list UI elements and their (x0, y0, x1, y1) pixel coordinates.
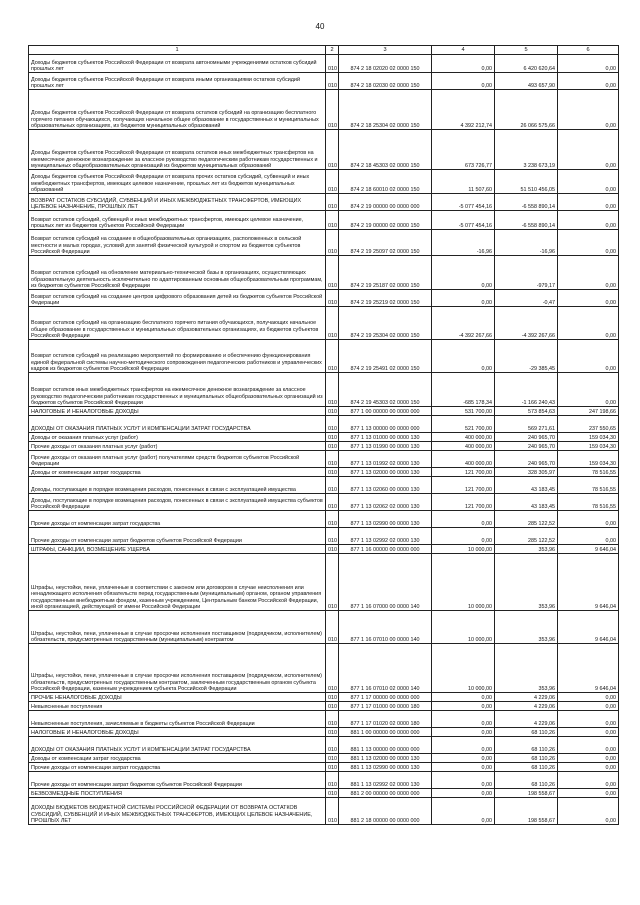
row-name-cell: Возврат остатков субсидий на организацию бесплатного горячего питания обучающихся, получающих начальное общее образование в государственных и муниципальных образовательных организациях, из бюджетов субъектов Российской Федерации (29, 307, 326, 340)
table-row (29, 494, 619, 511)
row-unexecuted-cell: 0,00 (558, 307, 619, 340)
row-approved-cell: 0,00 (432, 763, 495, 772)
row-unexecuted-cell: 0,00 (558, 511, 619, 528)
row-code-cell: 010 (326, 194, 339, 211)
header-cell-3: 3 (339, 46, 432, 55)
row-approved-cell: -16,96 (432, 230, 495, 256)
row-executed-cell: 240 965,70 (495, 433, 558, 442)
row-unexecuted-cell: 0,00 (558, 230, 619, 256)
table-header-row (29, 46, 619, 55)
row-kbk-cell: 877 1 00 00000 00 0000 000 (339, 407, 432, 416)
row-executed-cell: 68 110,26 (495, 728, 558, 737)
row-executed-cell: -6 558 890,14 (495, 194, 558, 211)
row-name-cell: Возврат остатков субсидий на создание в общеобразовательных организациях, расположенных в сельской местности и малых городах, условий для занятий физической культурой и спортом из бюджетов субъектов Российской Федерации (29, 230, 326, 256)
table-row (29, 789, 619, 798)
row-code-cell: 010 (326, 737, 339, 754)
row-unexecuted-cell: 0,00 (558, 702, 619, 711)
row-executed-cell: -1 166 240,43 (495, 373, 558, 407)
row-kbk-cell: 877 1 13 00000 00 0000 000 (339, 416, 432, 433)
row-unexecuted-cell: 0,00 (558, 55, 619, 73)
table-row (29, 554, 619, 611)
row-approved-cell: 0,00 (432, 55, 495, 73)
row-kbk-cell: 874 2 18 02030 02 0000 150 (339, 73, 432, 90)
table-row (29, 754, 619, 763)
table-row (29, 407, 619, 416)
row-code-cell: 010 (326, 789, 339, 798)
row-executed-cell: 353,96 (495, 554, 558, 611)
table-row (29, 373, 619, 407)
row-name-cell: Доходы бюджетов субъектов Российской Федерации от возврата иными организациями остатков субсидий прошлых лет (29, 73, 326, 90)
row-name-cell: Возврат остатков субсидий на обновление материально-технической базы в организациях, осуществляющих образовательную деятельность исключительно по адаптированным основным общеобразовательным программам, из бюджетов субъектов Российской Федерации (29, 256, 326, 290)
row-kbk-cell: 877 1 17 00000 00 0000 000 (339, 693, 432, 702)
row-executed-cell: 43 183,45 (495, 477, 558, 494)
row-name-cell: ДОХОДЫ ОТ ОКАЗАНИЯ ПЛАТНЫХ УСЛУГ И КОМПЕНСАЦИИ ЗАТРАТ ГОСУДАРСТВА (29, 416, 326, 433)
row-executed-cell: 68 110,26 (495, 737, 558, 754)
row-approved-cell: 0,00 (432, 702, 495, 711)
row-approved-cell: 0,00 (432, 798, 495, 825)
row-executed-cell: -4 392 267,66 (495, 307, 558, 340)
table-row (29, 711, 619, 728)
row-code-cell: 010 (326, 798, 339, 825)
row-kbk-cell: 877 1 17 01000 00 0000 180 (339, 702, 432, 711)
row-kbk-cell: 874 2 18 60010 02 0000 150 (339, 170, 432, 194)
table-row (29, 468, 619, 477)
row-name-cell: Возврат остатков субсидий на создание центров цифрового образования детей из бюджетов субъектов Российской Федерации (29, 290, 326, 307)
page-number: 40 (315, 22, 325, 31)
row-unexecuted-cell: 9 646,04 (558, 611, 619, 644)
row-name-cell: Невыясненные поступления (29, 702, 326, 711)
row-kbk-cell: 874 2 18 02020 02 0000 150 (339, 55, 432, 73)
row-kbk-cell: 874 2 19 45303 02 0000 150 (339, 373, 432, 407)
row-unexecuted-cell: 78 516,55 (558, 468, 619, 477)
row-code-cell: 010 (326, 211, 339, 230)
row-code-cell: 010 (326, 763, 339, 772)
table-row (29, 511, 619, 528)
row-approved-cell: 0,00 (432, 789, 495, 798)
row-unexecuted-cell: 9 646,04 (558, 545, 619, 554)
row-approved-cell: 0,00 (432, 340, 495, 373)
table-row (29, 307, 619, 340)
table-row (29, 433, 619, 442)
row-unexecuted-cell: 0,00 (558, 754, 619, 763)
row-unexecuted-cell: 0,00 (558, 211, 619, 230)
row-kbk-cell: 874 2 19 00000 00 0000 000 (339, 194, 432, 211)
table-row (29, 702, 619, 711)
row-executed-cell: 493 657,90 (495, 73, 558, 90)
table-row (29, 772, 619, 789)
table-row (29, 73, 619, 90)
row-code-cell: 010 (326, 433, 339, 442)
table-row (29, 737, 619, 754)
row-name-cell: Прочие доходы от оказания платных услуг (работ) получателями средств бюджетов субъектов Российской Федерации (29, 451, 326, 468)
row-approved-cell: -5 077 454,16 (432, 211, 495, 230)
table-row (29, 763, 619, 772)
row-executed-cell: 4 229,06 (495, 693, 558, 702)
row-code-cell: 010 (326, 90, 339, 130)
row-approved-cell: 0,00 (432, 754, 495, 763)
row-executed-cell: 353,96 (495, 545, 558, 554)
row-code-cell: 010 (326, 230, 339, 256)
row-kbk-cell: 874 2 19 25187 02 0000 150 (339, 256, 432, 290)
row-unexecuted-cell: 0,00 (558, 290, 619, 307)
row-executed-cell: -16,96 (495, 230, 558, 256)
row-approved-cell: 0,00 (432, 256, 495, 290)
row-approved-cell: 0,00 (432, 728, 495, 737)
row-unexecuted-cell: 0,00 (558, 373, 619, 407)
row-executed-cell: 285 122,52 (495, 511, 558, 528)
row-kbk-cell: 881 1 13 02992 02 0000 130 (339, 772, 432, 789)
row-executed-cell: 353,96 (495, 644, 558, 693)
row-code-cell: 010 (326, 256, 339, 290)
table-row (29, 230, 619, 256)
row-code-cell: 010 (326, 611, 339, 644)
row-unexecuted-cell: 159 034,30 (558, 451, 619, 468)
row-approved-cell: 10 000,00 (432, 545, 495, 554)
row-approved-cell: 121 700,00 (432, 477, 495, 494)
row-kbk-cell: 881 2 00 00000 00 0000 000 (339, 789, 432, 798)
header-cell-5: 5 (495, 46, 558, 55)
row-name-cell: Прочие доходы от компенсации затрат государства (29, 763, 326, 772)
row-kbk-cell: 874 2 18 45303 02 0000 150 (339, 130, 432, 170)
row-approved-cell: 10 000,00 (432, 644, 495, 693)
row-executed-cell: 198 558,67 (495, 789, 558, 798)
row-name-cell: Доходы бюджетов субъектов Российской Федерации от возврата прочих остатков субсидий, субвенций и иных межбюджетных трансфертов, имеющих целевое назначение, прошлых лет из бюджетов муниципальных образований (29, 170, 326, 194)
row-code-cell: 010 (326, 754, 339, 763)
row-code-cell: 010 (326, 468, 339, 477)
row-executed-cell: 43 183,45 (495, 494, 558, 511)
row-name-cell: Прочие доходы от компенсации затрат бюджетов субъектов Российской Федерации (29, 772, 326, 789)
row-unexecuted-cell: 0,00 (558, 711, 619, 728)
table-row (29, 728, 619, 737)
row-name-cell: Возврат остатков субсидий, субвенций и иных межбюджетных трансфертов, имеющих целевое назначение, прошлых лет из бюджетов субъектов Российской Федерации (29, 211, 326, 230)
row-name-cell: Возврат остатков субсидий на реализацию мероприятий по формированию и обеспечению функционирования единой федеральной системы научно-методического сопровождения педагогических работников и управленческих кадров из бюджетов субъектов Российской Федерации (29, 340, 326, 373)
row-code-cell: 010 (326, 307, 339, 340)
table-row (29, 256, 619, 290)
row-executed-cell: 573 854,63 (495, 407, 558, 416)
row-kbk-cell: 877 1 16 07000 00 0000 140 (339, 554, 432, 611)
row-kbk-cell: 877 1 17 01020 02 0000 180 (339, 711, 432, 728)
row-unexecuted-cell: 0,00 (558, 90, 619, 130)
row-code-cell: 010 (326, 373, 339, 407)
row-code-cell: 010 (326, 416, 339, 433)
row-kbk-cell: 874 2 19 25491 02 0000 150 (339, 340, 432, 373)
row-kbk-cell: 874 2 19 25219 02 0000 150 (339, 290, 432, 307)
row-name-cell: Доходы бюджетов субъектов Российской Федерации от возврата автономными учреждениями остатков субсидий прошлых лет (29, 55, 326, 73)
row-executed-cell: 353,96 (495, 611, 558, 644)
row-name-cell: Прочие доходы от компенсации затрат бюджетов субъектов Российской Федерации (29, 528, 326, 545)
row-executed-cell: 68 110,26 (495, 772, 558, 789)
row-code-cell: 010 (326, 340, 339, 373)
row-code-cell: 010 (326, 55, 339, 73)
row-name-cell: Доходы, поступающие в порядке возмещения расходов, понесенных в связи с эксплуатацией имущества субъектов Российской Федерации (29, 494, 326, 511)
row-executed-cell: 3 238 673,19 (495, 130, 558, 170)
row-name-cell: ШТРАФЫ, САНКЦИИ, ВОЗМЕЩЕНИЕ УЩЕРБА (29, 545, 326, 554)
row-unexecuted-cell: 0,00 (558, 737, 619, 754)
row-name-cell: БЕЗВОЗМЕЗДНЫЕ ПОСТУПЛЕНИЯ (29, 789, 326, 798)
row-kbk-cell: 877 1 16 07010 00 0000 140 (339, 611, 432, 644)
row-unexecuted-cell: 159 034,30 (558, 433, 619, 442)
table-row (29, 211, 619, 230)
row-unexecuted-cell: 0,00 (558, 728, 619, 737)
row-executed-cell: 68 110,26 (495, 754, 558, 763)
row-unexecuted-cell: 237 550,65 (558, 416, 619, 433)
row-approved-cell: 121 700,00 (432, 494, 495, 511)
row-approved-cell: -4 392 267,66 (432, 307, 495, 340)
row-kbk-cell: 874 2 18 25304 02 0000 150 (339, 90, 432, 130)
row-name-cell: НАЛОГОВЫЕ И НЕНАЛОГОВЫЕ ДОХОДЫ (29, 728, 326, 737)
row-executed-cell: 4 229,06 (495, 711, 558, 728)
row-approved-cell: 121 700,00 (432, 468, 495, 477)
row-executed-cell: 198 558,67 (495, 798, 558, 825)
row-kbk-cell: 881 1 13 02000 00 0000 130 (339, 754, 432, 763)
row-name-cell: ДОХОДЫ ОТ ОКАЗАНИЯ ПЛАТНЫХ УСЛУГ И КОМПЕНСАЦИИ ЗАТРАТ ГОСУДАРСТВА (29, 737, 326, 754)
header-cell-6: 6 (558, 46, 619, 55)
row-approved-cell: 0,00 (432, 290, 495, 307)
row-unexecuted-cell: 78 516,55 (558, 477, 619, 494)
table-row (29, 442, 619, 451)
row-kbk-cell: 881 1 13 02990 00 0000 130 (339, 763, 432, 772)
header-cell-1: 1 (29, 46, 326, 55)
row-name-cell: Доходы от компенсации затрат государства (29, 754, 326, 763)
table-row (29, 416, 619, 433)
table-row (29, 693, 619, 702)
row-kbk-cell: 881 1 13 00000 00 0000 000 (339, 737, 432, 754)
row-code-cell: 010 (326, 451, 339, 468)
table-row (29, 545, 619, 554)
row-approved-cell: 10 000,00 (432, 611, 495, 644)
row-approved-cell: 400 000,00 (432, 442, 495, 451)
table-row (29, 290, 619, 307)
row-approved-cell: 400 000,00 (432, 433, 495, 442)
row-name-cell: Доходы бюджетов субъектов Российской Федерации от возврата остатков субсидий на организацию бесплатного горячего питания обучающихся, получающих начальное общее образование в государственных и муниципальных образовательных организациях, из бюджетов муниципальных образований (29, 90, 326, 130)
row-code-cell: 010 (326, 73, 339, 90)
row-unexecuted-cell: 0,00 (558, 772, 619, 789)
row-approved-cell: 0,00 (432, 772, 495, 789)
row-kbk-cell: 877 1 16 07010 02 0000 140 (339, 644, 432, 693)
row-executed-cell: 240 965,70 (495, 442, 558, 451)
row-kbk-cell: 877 1 13 01992 02 0000 130 (339, 451, 432, 468)
row-unexecuted-cell: 0,00 (558, 170, 619, 194)
row-name-cell: Прочие доходы от оказания платных услуг (работ) (29, 442, 326, 451)
row-executed-cell: 26 066 575,66 (495, 90, 558, 130)
row-executed-cell: -979,17 (495, 256, 558, 290)
row-executed-cell: 328 305,97 (495, 468, 558, 477)
table-row (29, 451, 619, 468)
row-name-cell: Прочие доходы от компенсации затрат государства (29, 511, 326, 528)
row-code-cell: 010 (326, 130, 339, 170)
row-code-cell: 010 (326, 477, 339, 494)
row-code-cell: 010 (326, 693, 339, 702)
row-name-cell: ДОХОДЫ БЮДЖЕТОВ БЮДЖЕТНОЙ СИСТЕМЫ РОССИЙСКОЙ ФЕДЕРАЦИИ ОТ ВОЗВРАТА ОСТАТКОВ СУБСИДИЙ, СУБВЕНЦИЙ И ИНЫХ МЕЖБЮДЖЕТНЫХ ТРАНСФЕРТОВ, ИМЕЮЩИХ ЦЕЛЕВОЕ НАЗНАЧЕНИЕ, ПРОШЛЫХ ЛЕТ (29, 798, 326, 825)
row-approved-cell: 0,00 (432, 73, 495, 90)
row-approved-cell: 673 726,77 (432, 130, 495, 170)
row-code-cell: 010 (326, 528, 339, 545)
row-kbk-cell: 881 2 18 00000 00 0000 000 (339, 798, 432, 825)
row-executed-cell: 569 271,61 (495, 416, 558, 433)
row-kbk-cell: 877 1 13 01000 00 0000 130 (339, 433, 432, 442)
row-code-cell: 010 (326, 407, 339, 416)
row-code-cell: 010 (326, 290, 339, 307)
table-row (29, 170, 619, 194)
header-cell-4: 4 (432, 46, 495, 55)
row-unexecuted-cell: 247 198,66 (558, 407, 619, 416)
row-kbk-cell: 874 2 19 25097 02 0000 150 (339, 230, 432, 256)
row-approved-cell: 4 392 212,74 (432, 90, 495, 130)
table-row (29, 194, 619, 211)
row-code-cell: 010 (326, 644, 339, 693)
row-approved-cell: 0,00 (432, 511, 495, 528)
row-approved-cell: 0,00 (432, 693, 495, 702)
row-kbk-cell: 877 1 16 00000 00 0000 000 (339, 545, 432, 554)
row-name-cell: Доходы от оказания платных услуг (работ) (29, 433, 326, 442)
row-executed-cell: 240 965,70 (495, 451, 558, 468)
row-unexecuted-cell: 0,00 (558, 340, 619, 373)
row-kbk-cell: 874 2 19 00000 02 0000 150 (339, 211, 432, 230)
row-name-cell: Доходы от компенсации затрат государства (29, 468, 326, 477)
row-name-cell: ПРОЧИЕ НЕНАЛОГОВЫЕ ДОХОДЫ (29, 693, 326, 702)
row-code-cell: 010 (326, 554, 339, 611)
row-unexecuted-cell: 159 034,30 (558, 442, 619, 451)
row-unexecuted-cell: 0,00 (558, 73, 619, 90)
row-executed-cell: -0,47 (495, 290, 558, 307)
row-executed-cell: 51 510 456,05 (495, 170, 558, 194)
row-approved-cell: 10 000,00 (432, 554, 495, 611)
row-code-cell: 010 (326, 442, 339, 451)
row-unexecuted-cell: 0,00 (558, 763, 619, 772)
row-name-cell: Штрафы, неустойки, пени, уплаченные в случае просрочки исполнения поставщиком (подрядчиком, исполнителем) обязательств, предусмотренных государственным (муниципальным) контрактом (29, 611, 326, 644)
row-kbk-cell: 877 1 13 02060 00 0000 130 (339, 477, 432, 494)
row-name-cell: Штрафы, неустойки, пени, уплаченные в соответствии с законом или договором в случае неисполнения или ненадлежащего исполнения обязательств перед государственным (муниципальным) органом, органом управления государственным внебюджетным фондом, казенным учреждением, Центральным банком Российской Федерации, иной организацией, действующей от имени Российской Федерации (29, 554, 326, 611)
table-row (29, 611, 619, 644)
table-body (29, 55, 619, 825)
row-kbk-cell: 881 1 00 00000 00 0000 000 (339, 728, 432, 737)
table-row (29, 55, 619, 73)
row-approved-cell: -5 077 454,16 (432, 194, 495, 211)
row-code-cell: 010 (326, 494, 339, 511)
table-row (29, 477, 619, 494)
row-unexecuted-cell: 78 516,55 (558, 494, 619, 511)
table-row (29, 644, 619, 693)
row-approved-cell: 531 700,00 (432, 407, 495, 416)
row-approved-cell: 11 507,60 (432, 170, 495, 194)
row-code-cell: 010 (326, 728, 339, 737)
row-approved-cell: 0,00 (432, 737, 495, 754)
budget-revenue-table (28, 45, 619, 825)
row-unexecuted-cell: 0,00 (558, 693, 619, 702)
row-code-cell: 010 (326, 772, 339, 789)
row-executed-cell: -6 558 890,14 (495, 211, 558, 230)
row-name-cell: ВОЗВРАТ ОСТАТКОВ СУБСИДИЙ, СУБВЕНЦИЙ И ИНЫХ МЕЖБЮДЖЕТНЫХ ТРАНСФЕРТОВ, ИМЕЮЩИХ ЦЕЛЕВОЕ НАЗНАЧЕНИЕ, ПРОШЛЫХ ЛЕТ (29, 194, 326, 211)
row-approved-cell: -685 178,34 (432, 373, 495, 407)
row-kbk-cell: 877 1 13 02990 00 0000 130 (339, 511, 432, 528)
row-code-cell: 010 (326, 702, 339, 711)
row-name-cell: Невыясненные поступления, зачисляемые в бюджеты субъектов Российской Федерации (29, 711, 326, 728)
row-approved-cell: 0,00 (432, 528, 495, 545)
row-unexecuted-cell: 0,00 (558, 194, 619, 211)
row-unexecuted-cell: 9 646,04 (558, 554, 619, 611)
row-approved-cell: 0,00 (432, 711, 495, 728)
row-name-cell: Доходы бюджетов субъектов Российской Федерации от возврата остатков иных межбюджетных трансфертов на ежемесячное денежное вознаграждение за классное руководство педагогическим работникам государственных и муниципальных общеобразовательных организаций из бюджетов муниципальных образований (29, 130, 326, 170)
table-row (29, 798, 619, 825)
row-code-cell: 010 (326, 711, 339, 728)
row-unexecuted-cell: 0,00 (558, 256, 619, 290)
row-name-cell: НАЛОГОВЫЕ И НЕНАЛОГОВЫЕ ДОХОДЫ (29, 407, 326, 416)
table-row (29, 340, 619, 373)
row-unexecuted-cell: 0,00 (558, 130, 619, 170)
row-kbk-cell: 877 1 13 02000 00 0000 130 (339, 468, 432, 477)
table-row (29, 130, 619, 170)
row-name-cell: Штрафы, неустойки, пени, уплаченные в случае просрочки исполнения поставщиком (подрядчиком, исполнителем) обязательств, предусмотренных государственным контрактом, заключенным государственным органом субъекта Российской Федерации, казенным учреждением субъекта Российской Федерации (29, 644, 326, 693)
row-approved-cell: 521 700,00 (432, 416, 495, 433)
table-row (29, 90, 619, 130)
row-unexecuted-cell: 0,00 (558, 528, 619, 545)
row-kbk-cell: 874 2 19 25304 02 0000 150 (339, 307, 432, 340)
row-name-cell: Возврат остатков иных межбюджетных трансфертов на ежемесячное денежное вознаграждение за классное руководство педагогическим работникам государственных и муниципальных общеобразовательных организаций из бюджетов субъектов Российской Федерации (29, 373, 326, 407)
row-kbk-cell: 877 1 13 02062 02 0000 130 (339, 494, 432, 511)
row-unexecuted-cell: 9 646,04 (558, 644, 619, 693)
row-executed-cell: 6 420 620,64 (495, 55, 558, 73)
row-code-cell: 010 (326, 170, 339, 194)
row-code-cell: 010 (326, 511, 339, 528)
row-unexecuted-cell: 0,00 (558, 789, 619, 798)
row-executed-cell: 285 122,52 (495, 528, 558, 545)
row-unexecuted-cell: 0,00 (558, 798, 619, 825)
row-name-cell: Доходы, поступающие в порядке возмещения расходов, понесенных в связи с эксплуатацией имущества (29, 477, 326, 494)
row-executed-cell: 4 229,06 (495, 702, 558, 711)
row-executed-cell: 68 110,26 (495, 763, 558, 772)
row-approved-cell: 400 000,00 (432, 451, 495, 468)
table-row (29, 528, 619, 545)
row-executed-cell: -29 385,45 (495, 340, 558, 373)
row-code-cell: 010 (326, 545, 339, 554)
row-kbk-cell: 877 1 13 01990 00 0000 130 (339, 442, 432, 451)
header-cell-2: 2 (326, 46, 339, 55)
row-kbk-cell: 877 1 13 02992 02 0000 130 (339, 528, 432, 545)
